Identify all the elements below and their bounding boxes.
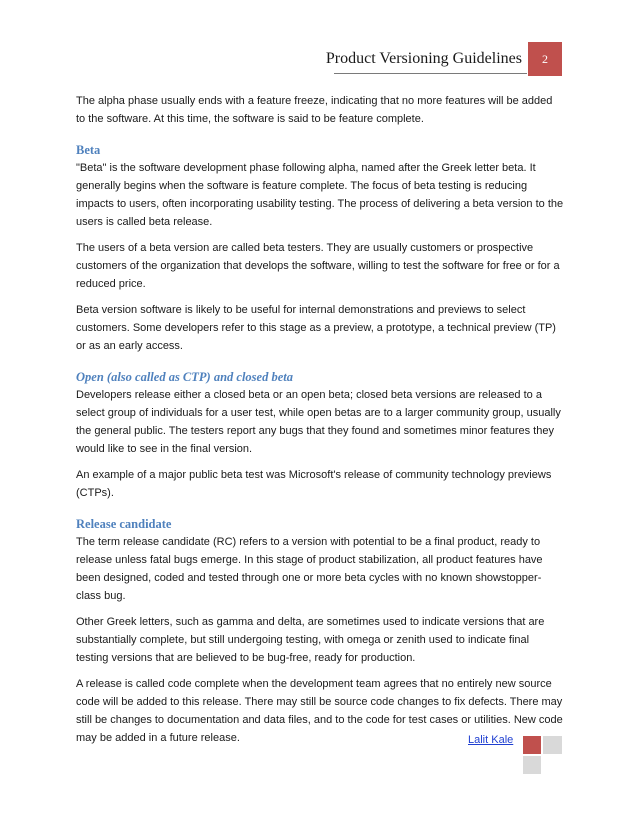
header-title: Product Versioning Guidelines bbox=[325, 50, 522, 67]
section-heading-open-closed-beta: Open (also called as CTP) and closed beta bbox=[76, 370, 293, 384]
paragraph: The term release candidate (RC) refers to a version with potential to be a final product, ready to release unless fatal bugs emerge. In this stage of product stabilization, all product features have been designed, coded and tested through one or more beta cycles with no known showstopper-class bug. bbox=[76, 536, 543, 602]
footer-grey-square-lower bbox=[523, 756, 541, 774]
author-link[interactable]: Lalit Kale bbox=[468, 734, 514, 746]
paragraph: The alpha phase usually ends with a feature freeze, indicating that no more features will be added to the software. At this time, the software is said to be feature complete. bbox=[76, 95, 553, 125]
paragraph: The users of a beta version are called beta testers. They are usually customers or prospective customers of the organization that develops the software, willing to test the software for free or for a reduced price. bbox=[76, 242, 560, 290]
paragraph: Developers release either a closed beta or an open beta; closed beta versions are released to a select group of individuals for a user test, while open betas are to a larger community group, usually the general public. The testers report any bugs that they found and sometimes minor features they would like to see in the final version. bbox=[76, 389, 561, 455]
paragraph: An example of a major public beta test was Microsoft's release of community technology previews (CTPs). bbox=[76, 469, 552, 499]
page-number-badge bbox=[528, 42, 562, 76]
page-number: 2 bbox=[542, 51, 548, 66]
paragraph: "Beta" is the software development phase following alpha, named after the Greek letter beta. It generally begins when the software is feature complete. The focus of beta testing is reducing impacts to users, often incorporating usability testing. The process of delivering a beta version to the users is called beta release. bbox=[76, 162, 564, 228]
header-rule bbox=[334, 73, 527, 74]
paragraph: A release is called code complete when the development team agrees that no entirely new source code will be added to this release. There may still be source code changes to fix defects. There may still be changes to documentation and data files, and to the code for test cases or utilities. New code may be added in a future release. bbox=[76, 678, 563, 744]
section-heading-release-candidate: Release candidate bbox=[76, 517, 172, 531]
footer-grey-square bbox=[543, 736, 562, 754]
document-body bbox=[76, 92, 564, 755]
section-heading-beta: Beta bbox=[76, 143, 101, 157]
footer-red-square bbox=[523, 736, 541, 754]
paragraph: Beta version software is likely to be useful for internal demonstrations and previews to select customers. Some developers refer to this stage as a preview, a prototype, a technical preview (TP) or as an early access. bbox=[76, 304, 556, 352]
paragraph: Other Greek letters, such as gamma and delta, are sometimes used to indicate versions that are substantially complete, but still undergoing testing, with omega or zenith used to indicate final testing versions that are believed to be bug-free, ready for production. bbox=[76, 616, 545, 664]
